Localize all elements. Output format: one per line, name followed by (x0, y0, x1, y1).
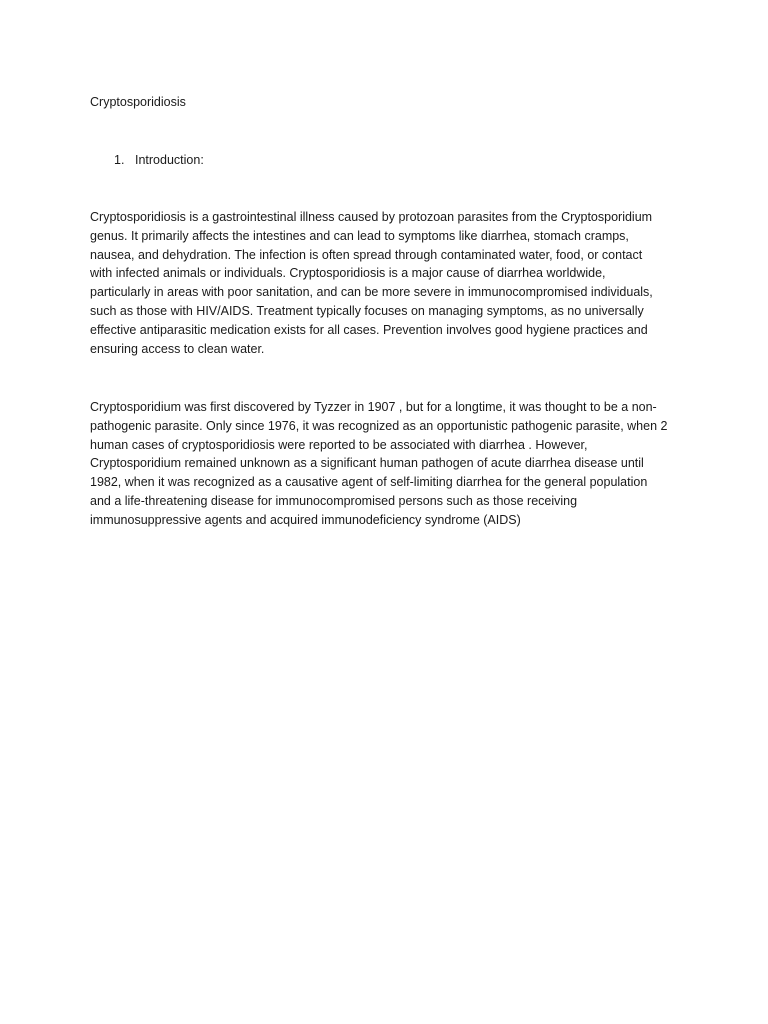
paragraph-line: Cryptosporidium was first discovered by Tyzzer in 1907 , but for a longtime, it was thought to be a non- (90, 400, 657, 414)
section-label: Introduction: (135, 153, 204, 167)
paragraph-history (90, 398, 676, 530)
section-number: 1. (114, 153, 125, 167)
paragraph-line: Cryptosporidium remained unknown as a significant human pathogen of acute diarrhea disease until (90, 456, 644, 471)
paragraph-intro (90, 208, 676, 358)
paragraph-line: and a life-threatening disease for immunocompromised persons such as those receiving (90, 493, 578, 508)
paragraph-line: human cases of cryptosporidiosis were reported to be associated with diarrhea . However, (90, 437, 588, 452)
paragraph-line: immunosuppressive agents and acquired immunodeficiency syndrome (AIDS) (90, 512, 521, 527)
paragraph-line: genus. It primarily affects the intestines and can lead to symptoms like diarrhea, stomach cramps, (90, 228, 629, 243)
paragraph-line: particularly in areas with poor sanitation, and can be more severe in immunocompromised individuals, (90, 285, 653, 300)
paragraph-line: effective antiparasitic medication exists for all cases. Prevention involves good hygiene practices and (90, 322, 648, 337)
paragraph-line: ensuring access to clean water. (90, 341, 265, 356)
paragraph-line: nausea, and dehydration. The infection is often spread through contaminated water, food, or contact (90, 247, 643, 262)
paragraph-line: 1982, when it was recognized as a causative agent of self-limiting diarrhea for the general population (90, 475, 648, 490)
section-heading (114, 151, 204, 170)
paragraph-line: Cryptosporidiosis is a gastrointestinal illness caused by protozoan parasites from the Cryptosporidium (90, 210, 653, 224)
paragraph-line: with infected animals or individuals. Cryptosporidiosis is a major cause of diarrhea worldwide, (90, 266, 606, 281)
paragraph-line: pathogenic parasite. Only since 1976, it was recognized as an opportunistic pathogenic parasite, when 2 (90, 418, 668, 433)
paragraph-line: such as those with HIV/AIDS. Treatment typically focuses on managing symptoms, as no universally (90, 303, 644, 318)
document-title: Cryptosporidiosis (90, 95, 186, 109)
